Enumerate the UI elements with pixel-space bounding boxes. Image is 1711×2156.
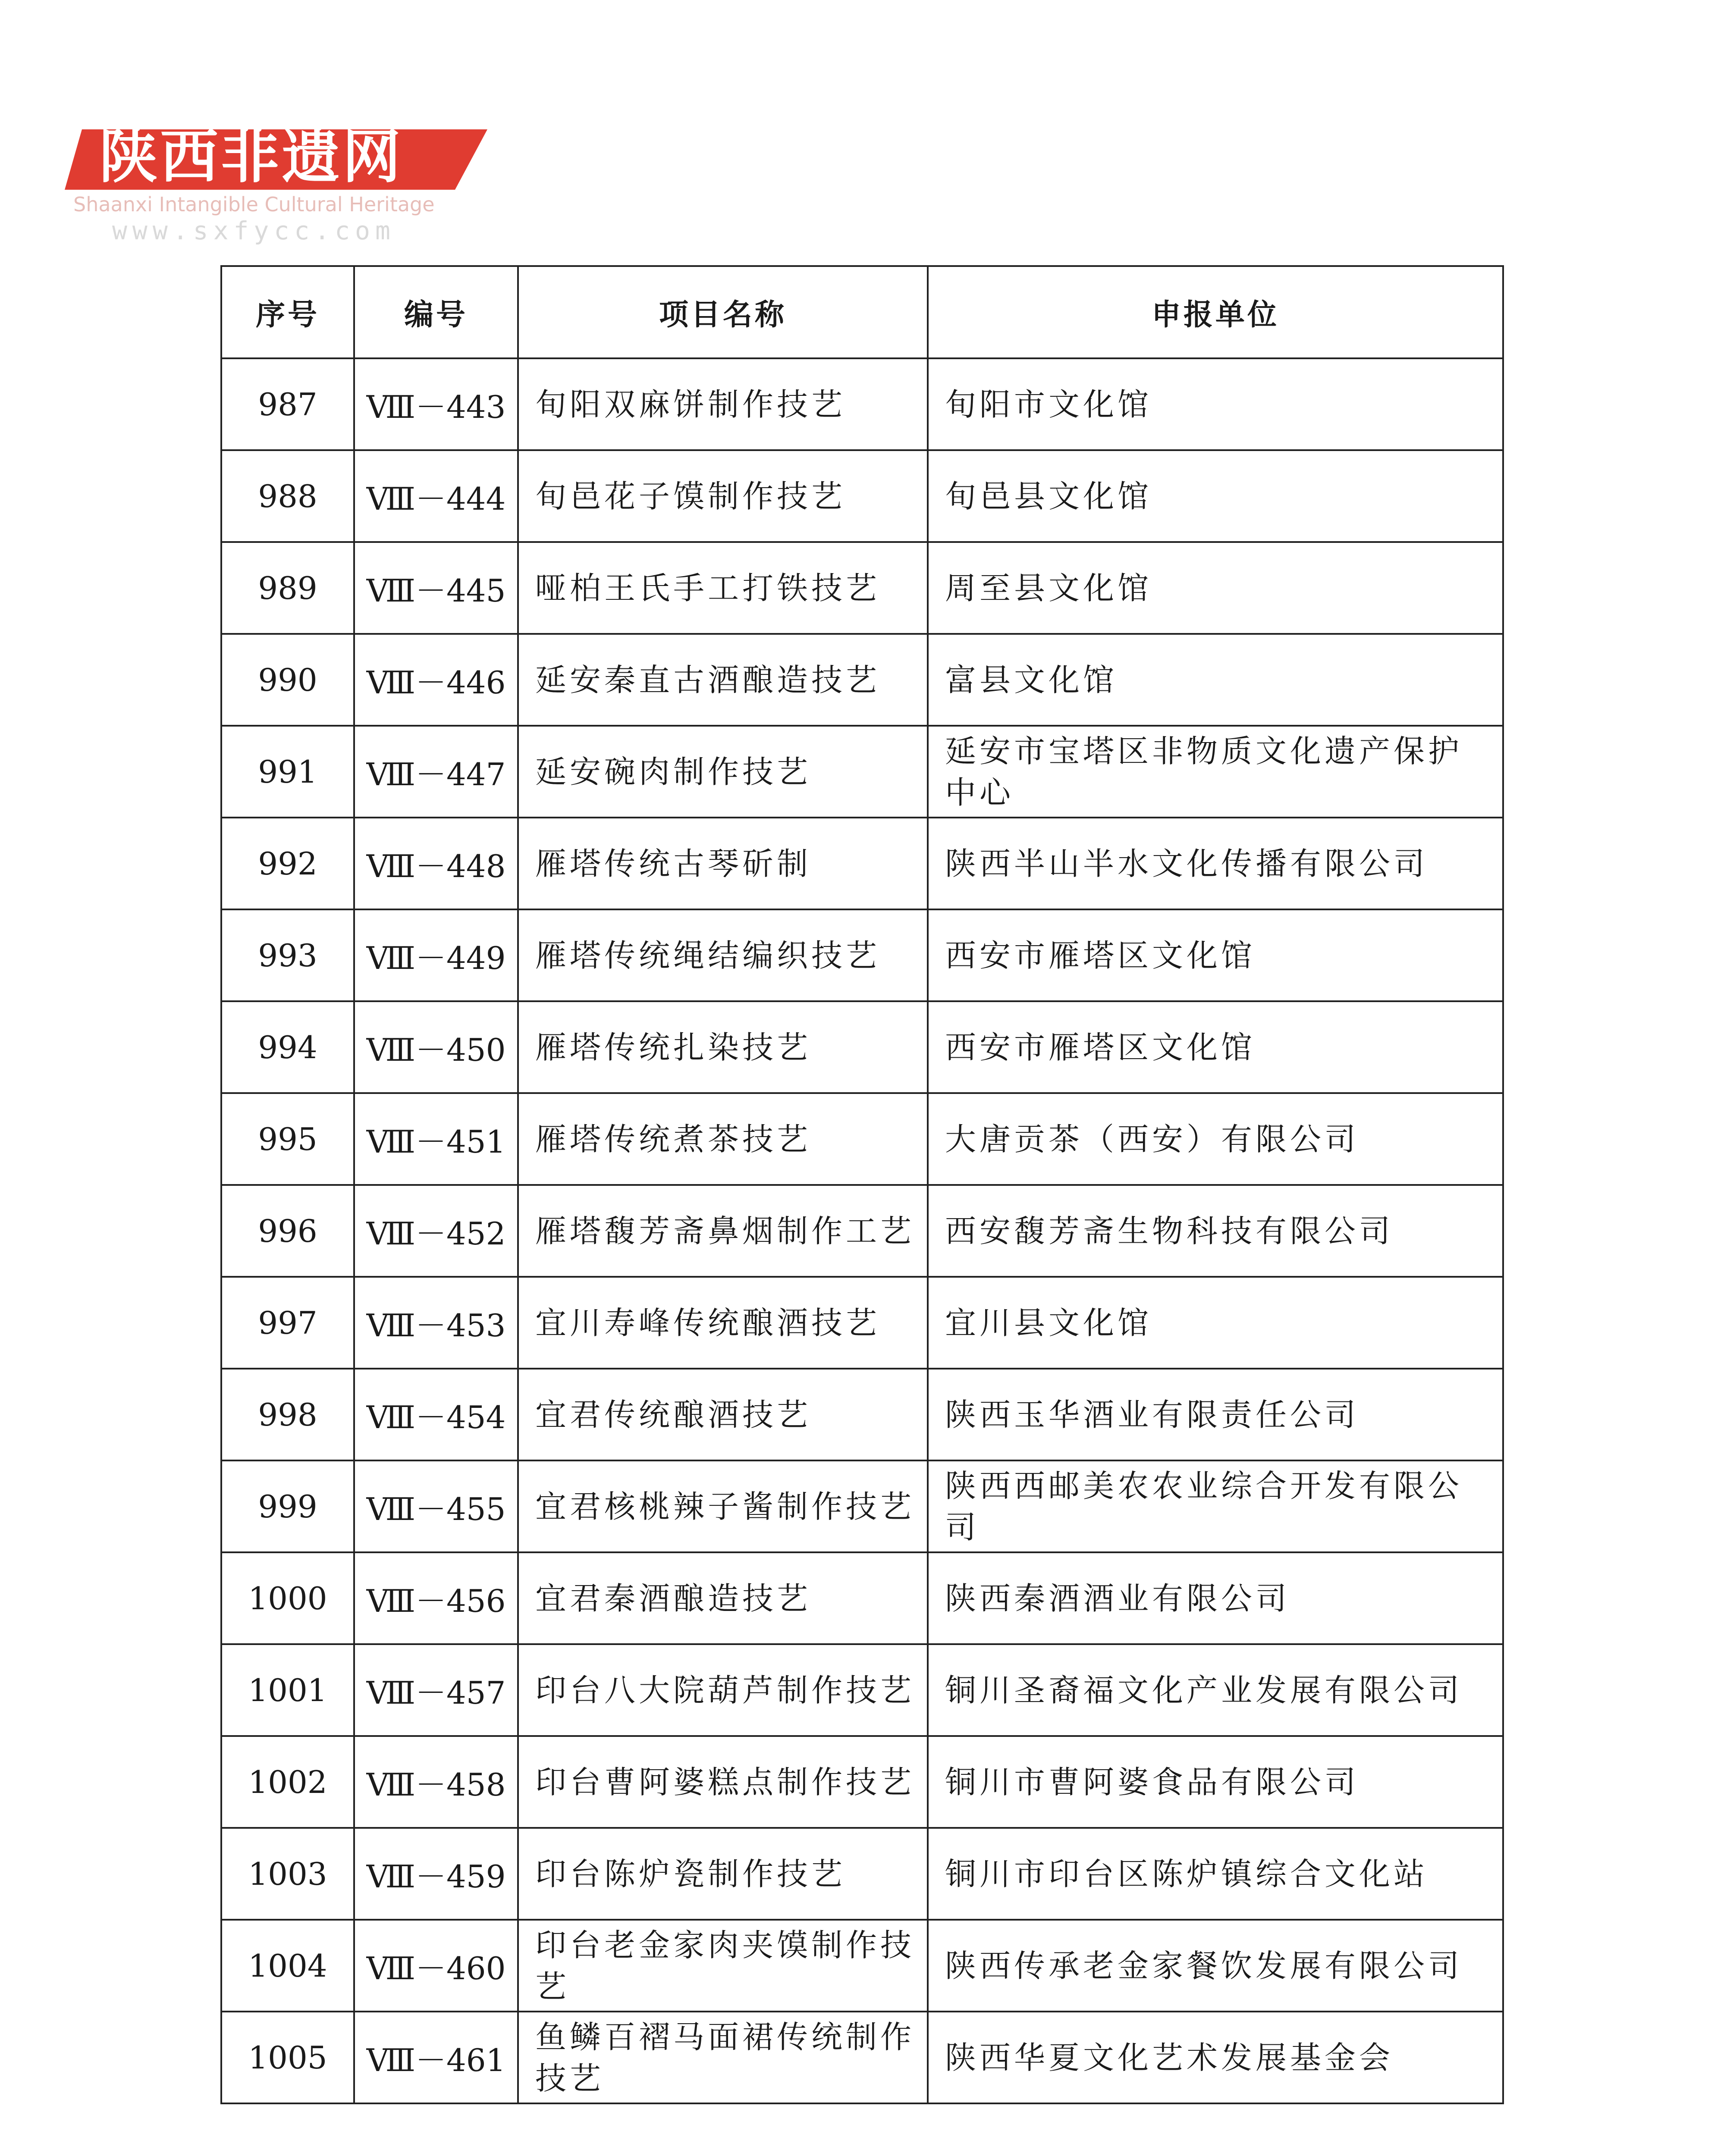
row-project-name: 宜君核桃辣子酱制作技艺 bbox=[518, 1460, 928, 1552]
row-index: 999 bbox=[221, 1460, 354, 1552]
row-index: 992 bbox=[221, 818, 354, 909]
row-applicant-unit: 周至县文化馆 bbox=[928, 542, 1503, 634]
row-applicant-unit: 宜川县文化馆 bbox=[928, 1277, 1503, 1369]
table-row bbox=[221, 1920, 1503, 2012]
row-applicant-unit: 陕西玉华酒业有限责任公司 bbox=[928, 1369, 1503, 1460]
row-applicant-unit: 大唐贡茶（西安）有限公司 bbox=[928, 1093, 1503, 1185]
row-code: Ⅷ－460 bbox=[354, 1920, 518, 2012]
row-project-name: 旬邑花子馍制作技艺 bbox=[518, 450, 928, 542]
table-row bbox=[221, 1093, 1503, 1185]
logo-subtitle: Shaanxi Intangible Cultural Heritage bbox=[73, 193, 435, 216]
row-applicant-unit: 陕西华夏文化艺术发展基金会 bbox=[928, 2012, 1503, 2103]
row-applicant-unit: 西安市雁塔区文化馆 bbox=[928, 1001, 1503, 1093]
row-code: Ⅷ－450 bbox=[354, 1001, 518, 1093]
header-code: 编号 bbox=[354, 266, 518, 358]
table-row bbox=[221, 1001, 1503, 1093]
header-index: 序号 bbox=[221, 266, 354, 358]
row-project-name: 雁塔传统绳结编织技艺 bbox=[518, 909, 928, 1001]
row-index: 1000 bbox=[221, 1552, 354, 1644]
row-code: Ⅷ－443 bbox=[354, 358, 518, 450]
row-applicant-unit: 旬阳市文化馆 bbox=[928, 358, 1503, 450]
row-code: Ⅷ－455 bbox=[354, 1460, 518, 1552]
table-row bbox=[221, 1552, 1503, 1644]
row-project-name: 印台曹阿婆糕点制作技艺 bbox=[518, 1736, 928, 1828]
row-project-name: 延安碗肉制作技艺 bbox=[518, 726, 928, 818]
row-project-name: 宜君秦酒酿造技艺 bbox=[518, 1552, 928, 1644]
row-project-name: 旬阳双麻饼制作技艺 bbox=[518, 358, 928, 450]
row-code: Ⅷ－458 bbox=[354, 1736, 518, 1828]
row-applicant-unit: 西安市雁塔区文化馆 bbox=[928, 909, 1503, 1001]
row-code: Ⅷ－453 bbox=[354, 1277, 518, 1369]
table-row bbox=[221, 726, 1503, 818]
table-row bbox=[221, 634, 1503, 726]
row-index: 1004 bbox=[221, 1920, 354, 2012]
row-project-name: 印台八大院葫芦制作技艺 bbox=[518, 1644, 928, 1736]
row-index: 996 bbox=[221, 1185, 354, 1277]
row-index: 988 bbox=[221, 450, 354, 542]
row-index: 987 bbox=[221, 358, 354, 450]
row-applicant-unit: 陕西半山半水文化传播有限公司 bbox=[928, 818, 1503, 909]
row-project-name: 雁塔传统扎染技艺 bbox=[518, 1001, 928, 1093]
row-code: Ⅷ－447 bbox=[354, 726, 518, 818]
table-row bbox=[221, 542, 1503, 634]
row-code: Ⅷ－457 bbox=[354, 1644, 518, 1736]
table-row bbox=[221, 450, 1503, 542]
row-applicant-unit: 陕西传承老金家餐饮发展有限公司 bbox=[928, 1920, 1503, 2012]
row-applicant-unit: 旬邑县文化馆 bbox=[928, 450, 1503, 542]
row-project-name: 宜川寿峰传统酿酒技艺 bbox=[518, 1277, 928, 1369]
row-project-name: 雁塔馥芳斋鼻烟制作工艺 bbox=[518, 1185, 928, 1277]
table-row bbox=[221, 1460, 1503, 1552]
row-index: 997 bbox=[221, 1277, 354, 1369]
row-project-name: 鱼鳞百褶马面裙传统制作技艺 bbox=[518, 2012, 928, 2103]
row-applicant-unit: 陕西秦酒酒业有限公司 bbox=[928, 1552, 1503, 1644]
row-project-name: 雁塔传统煮茶技艺 bbox=[518, 1093, 928, 1185]
row-code: Ⅷ－454 bbox=[354, 1369, 518, 1460]
table-row bbox=[221, 1736, 1503, 1828]
row-code: Ⅷ－448 bbox=[354, 818, 518, 909]
table-row bbox=[221, 1185, 1503, 1277]
row-applicant-unit: 延安市宝塔区非物质文化遗产保护中心 bbox=[928, 726, 1503, 818]
header-project-name: 项目名称 bbox=[518, 266, 928, 358]
row-index: 998 bbox=[221, 1369, 354, 1460]
row-code: Ⅷ－444 bbox=[354, 450, 518, 542]
row-applicant-unit: 铜川圣裔福文化产业发展有限公司 bbox=[928, 1644, 1503, 1736]
heritage-table bbox=[220, 265, 1504, 2104]
row-project-name: 印台老金家肉夹馍制作技艺 bbox=[518, 1920, 928, 2012]
row-applicant-unit: 富县文化馆 bbox=[928, 634, 1503, 726]
table-row bbox=[221, 1369, 1503, 1460]
row-index: 995 bbox=[221, 1093, 354, 1185]
table-row bbox=[221, 1828, 1503, 1920]
row-index: 1002 bbox=[221, 1736, 354, 1828]
row-code: Ⅷ－446 bbox=[354, 634, 518, 726]
row-code: Ⅷ－445 bbox=[354, 542, 518, 634]
table-row bbox=[221, 909, 1503, 1001]
row-index: 990 bbox=[221, 634, 354, 726]
row-project-name: 雁塔传统古琴斫制 bbox=[518, 818, 928, 909]
row-code: Ⅷ－461 bbox=[354, 2012, 518, 2103]
table-row bbox=[221, 1644, 1503, 1736]
logo-url: www.sxfycc.com bbox=[112, 216, 396, 245]
row-applicant-unit: 铜川市印台区陈炉镇综合文化站 bbox=[928, 1828, 1503, 1920]
row-code: Ⅷ－449 bbox=[354, 909, 518, 1001]
row-index: 994 bbox=[221, 1001, 354, 1093]
row-code: Ⅷ－451 bbox=[354, 1093, 518, 1185]
table-row bbox=[221, 358, 1503, 450]
row-index: 1003 bbox=[221, 1828, 354, 1920]
row-applicant-unit: 陕西西邮美农农业综合开发有限公司 bbox=[928, 1460, 1503, 1552]
row-code: Ⅷ－456 bbox=[354, 1552, 518, 1644]
row-project-name: 宜君传统酿酒技艺 bbox=[518, 1369, 928, 1460]
header-applicant-unit: 申报单位 bbox=[928, 266, 1503, 358]
row-applicant-unit: 铜川市曹阿婆食品有限公司 bbox=[928, 1736, 1503, 1828]
site-logo bbox=[65, 108, 496, 250]
row-code: Ⅷ－459 bbox=[354, 1828, 518, 1920]
row-index: 993 bbox=[221, 909, 354, 1001]
table-row bbox=[221, 818, 1503, 909]
table-header-row bbox=[221, 266, 1503, 358]
row-index: 991 bbox=[221, 726, 354, 818]
row-index: 989 bbox=[221, 542, 354, 634]
row-applicant-unit: 西安馥芳斋生物科技有限公司 bbox=[928, 1185, 1503, 1277]
row-project-name: 哑柏王氏手工打铁技艺 bbox=[518, 542, 928, 634]
table-row bbox=[221, 1277, 1503, 1369]
row-index: 1001 bbox=[221, 1644, 354, 1736]
row-project-name: 延安秦直古酒酿造技艺 bbox=[518, 634, 928, 726]
logo-title: 陕西非遗网 bbox=[99, 123, 403, 191]
table-body bbox=[221, 358, 1503, 2103]
row-project-name: 印台陈炉瓷制作技艺 bbox=[518, 1828, 928, 1920]
row-index: 1005 bbox=[221, 2012, 354, 2103]
row-code: Ⅷ－452 bbox=[354, 1185, 518, 1277]
table-row bbox=[221, 2012, 1503, 2103]
